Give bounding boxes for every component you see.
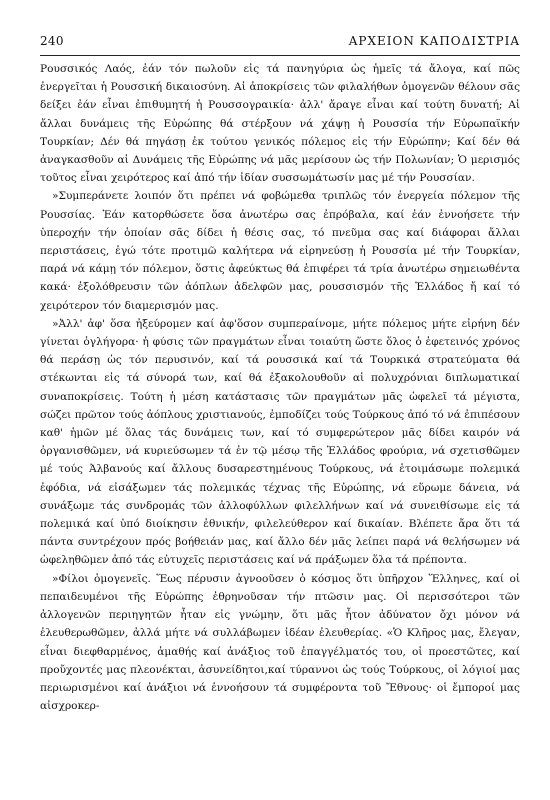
paragraph-4: »Φίλοι ὁμογενεῖς. Ἕως πέρυσιν ἀγνοοῦσεν ὁ κόσμος ὅτι ὑπῆρχον Ἕλληνες, καί οἱ πεπαιδευμένοι τῆς Εὐρώπης ἐθρηνοῦσαν τήν πτῶσιν μας. Οἱ περισσότεροι τῶν ἀλλογενῶν περιηγητῶν ἦταν εἰς γνώμην, ὅτι μᾶς ἦτον ἀδύνατον ὄχι μόνον νά ἐλευθερωθῶμεν, ἀλλά μήτε νά συλλάβωμεν ἰδέαν ἐλευθερίας. «Ὁ Κλῆρος μας, ἔλεγαν, εἶναι διεφθαρμένος, ἀμαθής καί ἀνάξιος τοῦ ἐπαγγέλματός του, οἱ προεστῶτες, καί προὔχοντές μας πλεονέκται, ἀσυνείδητοι,καί τύραννοι ὡς τούς Τούρκους, οἱ λόγιοί μας περιωρισμένοι καί ἀνάξιοι νά ἐννοήσουν τά συμφέροντα τοῦ Ἔθνους· οἱ ἔμποροί μας αἰσχροκερ- [40, 572, 520, 713]
running-title: ΑΡΧΕΙΟΝ ΚΑΠΟΔΙΣΤΡΙΑ [348, 34, 520, 48]
body-text [40, 60, 520, 715]
running-head [40, 34, 520, 48]
header-rule [40, 55, 520, 56]
page-number: 240 [40, 34, 64, 48]
paragraph-2: »Συμπεράνετε λοιπόν ὅτι πρέπει νά φοβώμεθα τριπλῶς τόν ἐνεργεία πόλεμον τῆς Ρουσσίας. Ἐάν κατορθώσετε ὅσα ἀνωτέρω σας ἐπρόβαλα, καί ἐάν ἐννοήσετε τήν ὑπεροχήν τήν ὁποίαν σᾶς δίδει ἡ θέσις σας, τό πνεῦμα σας καί διάφοραι ἄλλαι περιστάσεις, ἐγώ τότε προτιμῶ καλήτερα νά εἰρηνεύσῃ ἡ Ρουσσία μέ τήν Τουρκίαν, παρά νά κάμῃ τόν πόλεμον, ὅστις ἀφεύκτως θά ἐπιφέρει τά τρία ἀνωτέρω σημειωθέντα κακά· ἐξολόθρευσιν τῶν ἀόπλων ἀδελφῶν μας, ρουσσισμόν τῆς Ἑλλάδος ἤ καί τό χειρότερον τόν διαμερισμόν μας. [40, 190, 520, 312]
paragraph-3: »Ἀλλ' ἀφ' ὅσα ἠξεύρομεν καί ἀφ'ὅσον συμπεραίνομε, μήτε πόλεμος μήτε εἰρήνη δέν γίνεται ὀγλήγορα· ἡ φύσις τῶν πραγμάτων εἶναι τοιαύτη ὥστε ὅλος ὁ ἐφετεινός χρόνος θά περάσῃ ὡς τόν περυσινόν, καί τά ρουσσικά καί τά Τουρκικά στρατεύματα θά στέκωνται εἰς τά σύνορά των, καί θά ἐξακολουθοῦν αἱ πολυχρόνιαι διπλωματικαί συναποκρίσεις. Τούτη ἡ μέση κατάστασις τῶν πραγμάτων μᾶς ὠφελεῖ τά μέγιστα, σώζει πρῶτον τούς ἀόπλους χριστιανούς, ἐμποδίζει τούς Τούρκους ἀπό τό νά ἐπιπέσουν καθ' ἡμῶν μέ ὅλας τάς δυνάμεις των, καί τό συμφερώτερον μᾶς δίδει καιρόν νά ὀργανισθῶμεν, νά κυριεύσωμεν τά ἐν τῷ μέσῳ τῆς Ἑλλάδος φρούρια, νά σχετισθῶμεν μέ τούς Ἀλβανούς καί ἄλλους δυσαρεστημένους Τούρκους, νά ἑτοιμάσωμε πολεμικά ἐφόδια, νά εἰσάξωμεν τάς πολεμικάς τέχνας τῆς Εὐρώπης, νά εὕρωμε δάνεια, νά συνάξωμε τάς συνδρομάς τῶν ἀλλοφύλλων φιλελλήνων καί νά συνειθίσωμε εἰς τά πολεμικά καί ὑπό διοίκησιν ἐθνικήν, φιλελεύθερον καί δικαίαν. Βλέπετε ἄρα ὅτι τά πάντα συντρέχουν πρός βοήθειάν μας, καί ἄλλο δέν μᾶς λείπει παρά νά θελήσωμεν νά ὠφεληθῶμεν ἀπό τάς εὐτυχεῖς περιστάσεις καί νά πράξωμεν ὅλα τά πρέποντα. [40, 317, 520, 567]
paragraph-1: Ρουσσικός Λαός, ἐάν τόν πωλοῦν εἰς τά πανηγύρια ὡς ἡμεῖς τά ἄλογα, καί πῶς ἐνεργεῖται ἡ Ρουσσική δικαιοσύνη. Αἱ ἀποκρίσεις τῶν φιλαλήθων ὁμογενῶν θέλουν σᾶς δείξει ἐάν εἶναι ἐπιθυμητή ἡ Ρουσσογραικία· ἀλλ' ἄραγε εἶναι καί τούτη δυνατή; Αἱ ἄλλαι δυνάμεις τῆς Εὐρώπης θά στέρξουν νά χάψῃ ἡ Ρουσσία τήν Εὐρωπαϊκήν Τουρκίαν; Δέν θά πηγάσῃ ἐκ τούτου γενικός πόλεμος εἰς τήν Εὐρώπην; Καί δέν θά ἀναγκασθοῦν αἱ Δυνάμεις τῆς Εὐρώπης νά μᾶς μερίσουν ὡς τήν Πολωνίαν; Ὁ μερισμός τοῦτος εἶναι χειρότερος καί ἀπό τήν ἰδίαν συσσωμάτωσίν μας μέ τήν Ρουσσίαν. [40, 63, 520, 185]
